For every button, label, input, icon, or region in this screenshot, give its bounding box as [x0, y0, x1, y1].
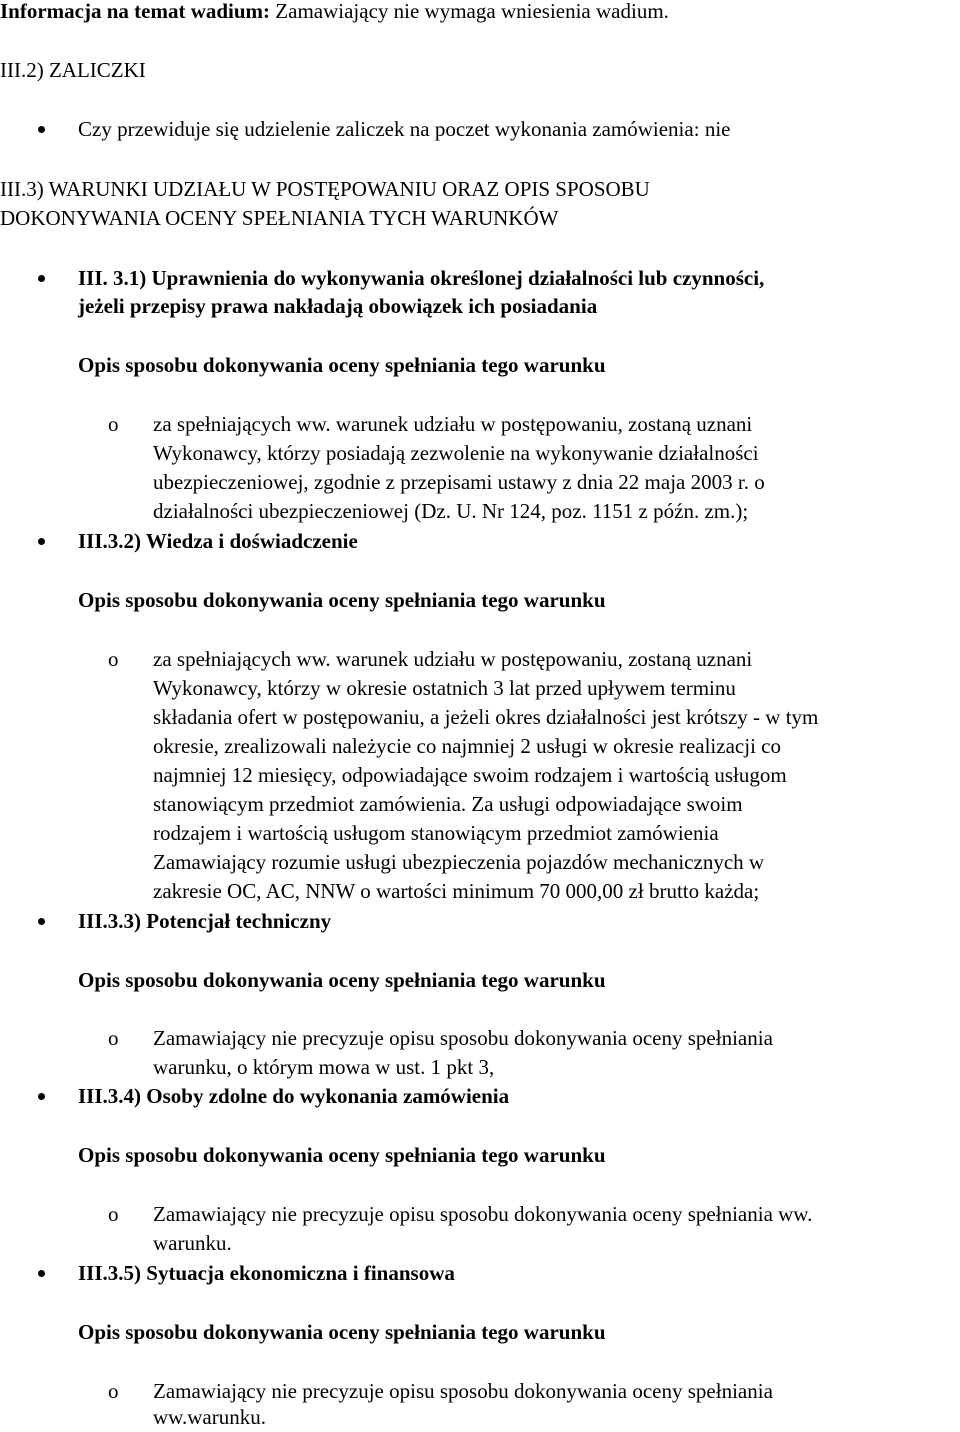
circle-bullet-icon: o [108, 1379, 119, 1403]
zaliczki-heading: III.2) ZALICZKI [0, 58, 146, 82]
opis-label: Opis sposobu dokonywania oceny spełniania tego warunku [78, 968, 606, 992]
bullet-icon [38, 275, 45, 282]
section-title: III.3.5) Sytuacja ekonomiczna i finansowa [78, 1261, 455, 1285]
bullet-icon [38, 1270, 45, 1277]
opis-label: Opis sposobu dokonywania oceny spełniania tego warunku [78, 353, 606, 377]
desc-line: za spełniających ww. warunek udziału w postępowaniu, zostaną uznani [153, 647, 753, 671]
circle-bullet-icon: o [108, 412, 119, 436]
desc-line: za spełniających ww. warunek udziału w postępowaniu, zostaną uznani [153, 412, 753, 436]
bullet-icon [38, 1093, 45, 1100]
desc-line: Wykonawcy, którzy w okresie ostatnich 3 lat przed upływem terminu [153, 676, 736, 700]
desc-line: stanowiącym przedmiot zamówienia. Za usługi odpowiadające swoim [153, 792, 743, 816]
warunki-heading-line1: III.3) WARUNKI UDZIAŁU W POSTĘPOWANIU ORAZ OPIS SPOSOBU [0, 177, 650, 201]
desc-line: ubezpieczeniowej, zgodnie z przepisami ustawy z dnia 22 maja 2003 r. o [153, 470, 765, 494]
zaliczki-question: Czy przewiduje się udzielenie zaliczek na poczet wykonania zamówienia: [78, 117, 700, 141]
wadium-line [0, 0, 669, 26]
wadium-text: Zamawiający nie wymaga wniesienia wadium. [275, 0, 669, 23]
bullet-icon [38, 538, 45, 545]
desc-line: zakresie OC, AC, NNW o wartości minimum 70 000,00 zł brutto każda; [153, 879, 760, 903]
desc-line: Zamawiający nie precyzuje opisu sposobu dokonywania oceny spełniania ww. [153, 1202, 813, 1226]
section-title: jeżeli przepisy prawa nakładają obowiązek ich posiadania [78, 294, 598, 318]
section-title: III.3.3) Potencjał techniczny [78, 909, 332, 933]
desc-line: Zamawiający nie precyzuje opisu sposobu dokonywania oceny spełniania [153, 1379, 773, 1403]
opis-label: Opis sposobu dokonywania oceny spełniania tego warunku [78, 1320, 606, 1344]
desc-line: rodzajem i wartością usługom stanowiącym przedmiot zamówienia [153, 821, 719, 845]
bullet-icon [38, 918, 45, 925]
section-title: III.3.2) Wiedza i doświadczenie [78, 529, 358, 553]
section-title: III. 3.1) Uprawnienia do wykonywania określonej działalności lub czynności, [78, 266, 765, 290]
desc-line: okresie, zrealizowali należycie co najmniej 2 usługi w okresie realizacji co [153, 734, 781, 758]
circle-bullet-icon: o [108, 1202, 119, 1226]
bullet-icon [38, 126, 45, 133]
section-title: III.3.4) Osoby zdolne do wykonania zamówienia [78, 1084, 510, 1108]
desc-line: Wykonawcy, którzy posiadają zezwolenie na wykonywanie działalności [153, 441, 759, 465]
desc-line: Zamawiający rozumie usługi ubezpieczenia pojazdów mechanicznych w [153, 850, 765, 874]
desc-line: warunku. [153, 1231, 232, 1255]
desc-line: Zamawiający nie precyzuje opisu sposobu dokonywania oceny spełniania [153, 1026, 773, 1050]
circle-bullet-icon: o [108, 1026, 119, 1050]
desc-line: ww.warunku. [153, 1405, 266, 1429]
opis-label: Opis sposobu dokonywania oceny spełniania tego warunku [78, 588, 606, 612]
warunki-heading-line2: DOKONYWANIA OCENY SPEŁNIANIA TYCH WARUNKÓW [0, 206, 559, 230]
desc-line: najmniej 12 miesięcy, odpowiadające swoim rodzajem i wartością usługom [153, 763, 787, 787]
opis-label: Opis sposobu dokonywania oceny spełniania tego warunku [78, 1143, 606, 1167]
wadium-label: Informacja na temat wadium: [0, 0, 271, 23]
desc-line: składania ofert w postępowaniu, a jeżeli okres działalności jest krótszy - w tym [153, 705, 819, 729]
desc-line: warunku, o którym mowa w ust. 1 pkt 3, [153, 1055, 495, 1079]
desc-line: działalności ubezpieczeniowej (Dz. U. Nr 124, poz. 1151 z późn. zm.); [153, 499, 749, 523]
zaliczki-question-line [78, 115, 730, 144]
circle-bullet-icon: o [108, 647, 119, 671]
zaliczki-answer: nie [704, 117, 731, 141]
